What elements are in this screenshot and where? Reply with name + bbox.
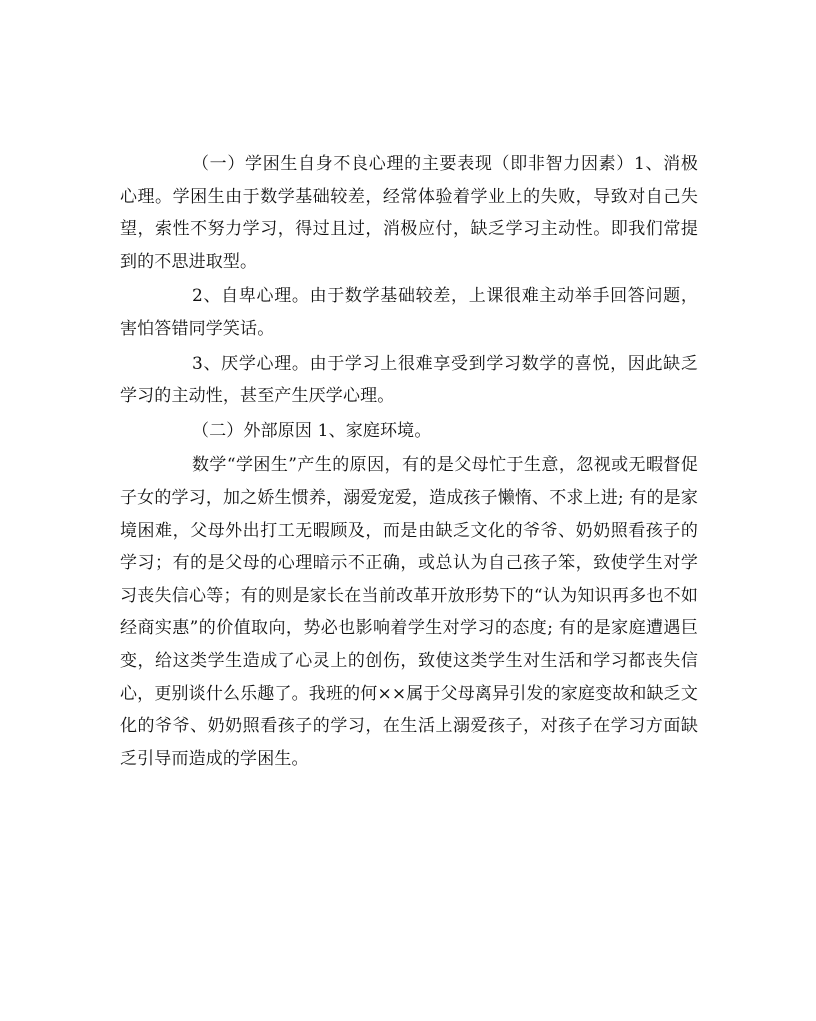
document-body [120, 148, 698, 777]
paragraph-weariness: 3、厌学心理。由于学习上很难享受到学习数学的喜悦，因此缺乏学习的主动性，甚至产生厌学心理。 [120, 353, 698, 407]
paragraph-inferiority: 2、自卑心理。由于数学基础较差，上课很难主动举手回答问题，害怕答错同学笑话。 [120, 286, 698, 339]
paragraph-external-causes-heading: （二）外部原因 1、家庭环境。 [192, 420, 432, 441]
paragraph-internal-causes: （一）学困生自身不良心理的主要表现（即非智力因素）1、消极心理。学困生由于数学基础较差，经常体验着学业上的失败，导致对自己失望，索性不努力学习，得过且过，消极应付，缺乏学习主动性。即我们常提到的不思进取型。 [120, 154, 698, 272]
paragraph-family-environment: 数学“学困生”产生的原因，有的是父母忙于生意，忽视或无暇督促子女的学习，加之娇生惯养，溺爱宠爱，造成孩子懒惰、不求上进; 有的是家境困难，父母外出打工无暇顾及，而是由缺乏文化的爷爷、奶奶照看孩子的学习；有的是父母的心理暗示不正确，或总认为自己孩子笨，致使学生对学习丧失信心等；有的则是家长在当前改革开放形势下的“认为知识再多也不如经商实惠”的价值取向，势必也影响着学生对学习的态度; 有的是家庭遭遇巨变，给这类学生造成了心灵上的创伤，致使这类学生对生活和学习都丧失信心，更别谈什么乐趣了。我班的何××属于父母离异引发的家庭变故和缺乏文化的爷爷、奶奶照看孩子的学习，在生活上溺爱孩子，对孩子在学习方面缺乏引导而造成的学困生。 [120, 455, 698, 769]
